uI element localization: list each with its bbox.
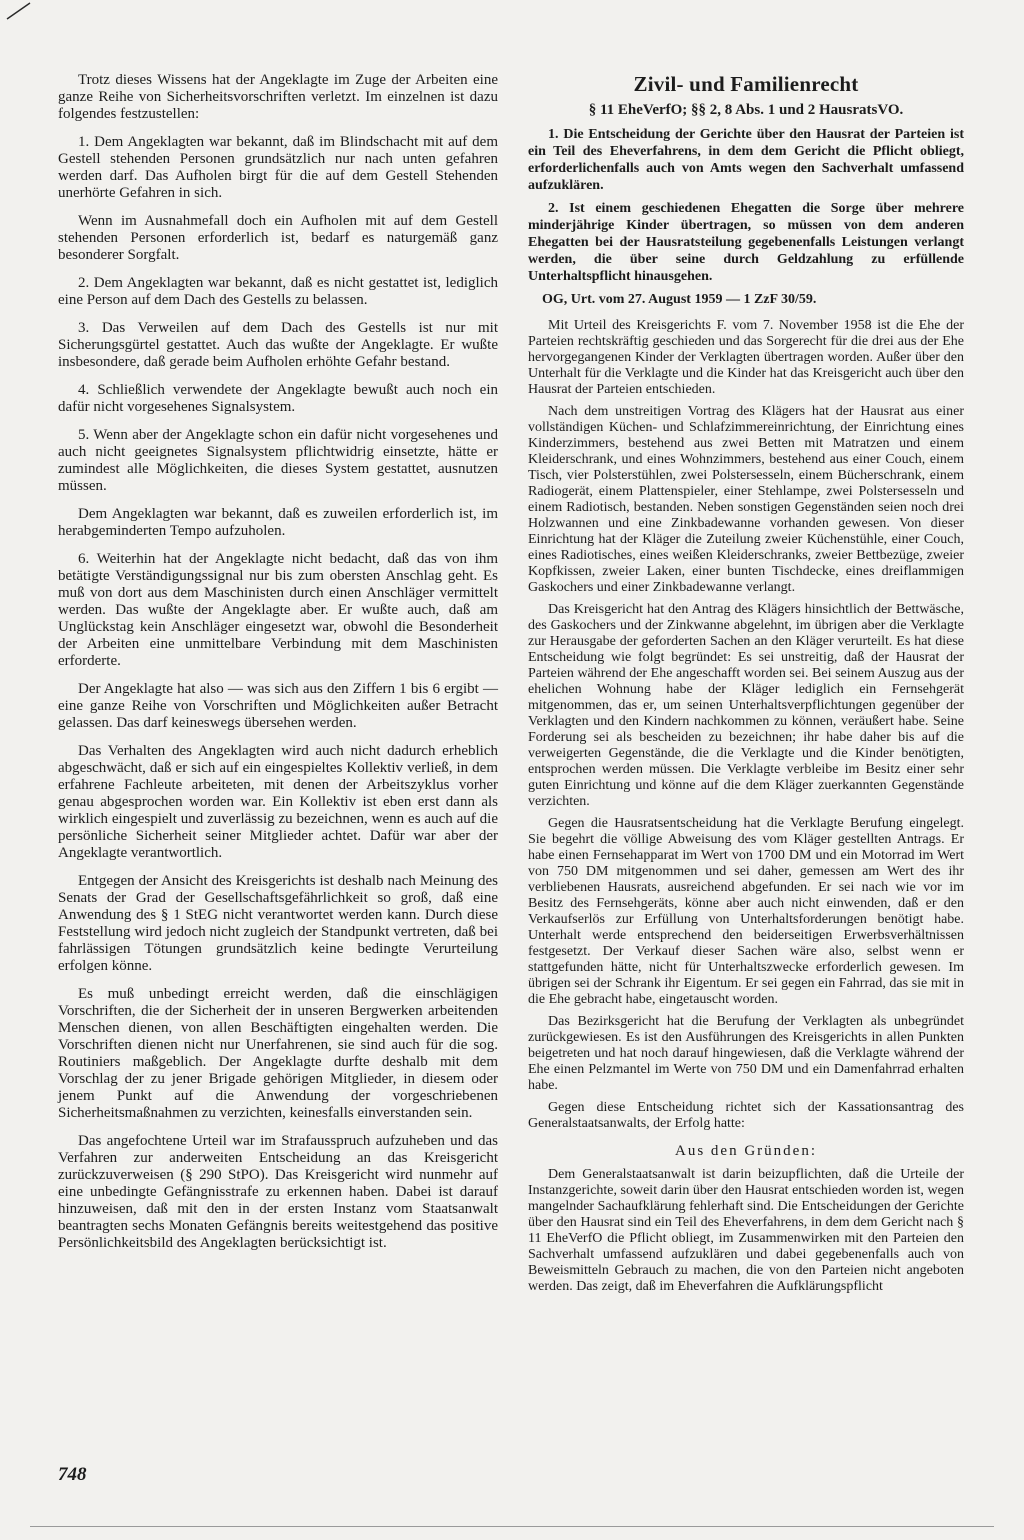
left-paragraph: 4. Schließlich verwendete der Angeklagte bewußt auch noch ein dafür nicht vorgesehenes Signalsystem. bbox=[58, 382, 498, 415]
right-paragraph: Das Bezirksgericht hat die Berufung der Verklagten als unbegründet zurückgewiesen. Es ist den Ausführungen des Kreisgerichts in allen Punkten beigetreten und hat noch darauf hingewiesen, daß die Verklagte während der Ehe einen Pelzmantel im Werte von 750 DM und ein Damenfahrrad erhalten habe. bbox=[528, 1014, 964, 1093]
right-paragraph: Gegen diese Entscheidung richtet sich der Kassationsantrag des Generalstaatsanwalts, der Erfolg hatte: bbox=[528, 1100, 964, 1131]
left-column bbox=[58, 72, 498, 1263]
left-paragraph: Das angefochtene Urteil war im Strafausspruch aufzuheben und das Verfahren zur anderweiten Entscheidung an das Kreisgericht zurückzuverweisen (§ 290 StPO). Das Kreisgericht wird nunmehr auf eine unbedingte Gefängnisstrafe zu erkennen haben. Dabei ist darauf hinzuweisen, daß mit den in der ersten Instanz vom Staatsanwalt beantragten sechs Monaten Gefängnis bereits weitestgehend das positive Persönlichkeitsbild des Angeklagten berücksichtigt ist. bbox=[58, 1133, 498, 1251]
bottom-rule bbox=[30, 1526, 994, 1527]
section-title: Zivil- und Familienrecht bbox=[633, 72, 859, 96]
right-paragraph: Das Kreisgericht hat den Antrag des Klägers hinsichtlich der Bettwäsche, des Gaskochers und der Zinkwanne abgelehnt, im übrigen aber die Verklagte zur Herausgabe der geforderten Sachen an den Kläger verurteilt. Es hat diese Entscheidung wie folgt begründet: Es sei unstreitig, daß der Hausrat der Parteien während der Ehe angeschafft worden sei. Bei seinem Auszug aus der ehelichen Wohnung habe der Kläger lediglich ein Fernsehgerät mitgenommen, das er, um seinen Unterhaltsverpflichtungen gegenüber der Verklagten und den Kindern nachkommen zu können, veräußert habe. Seine Forderung sei als bescheiden zu bezeichnen; ihr habe daher bis auf die verweigerten Gegenstände, die die Verklagte und die Kinder benötigten, entsprochen werden müssen. Die Verklagte verbleibe im Besitz einer sehr guten Einrichtung und könne auf die dem Kläger zuerkannten Gegenstände verzichten. bbox=[528, 602, 964, 809]
right-paragraph: Gegen die Hausratsentscheidung hat die Verklagte Berufung eingelegt. Sie begehrt die völlige Abweisung des vom Kläger gestellten Antrags. Er habe einen Fernsehapparat im Wert von 1700 DM und ein Motorrad im Wert von 750 DM mitgenommen und sei daher, gemessen am Wert des ihr verbliebenen Hausrats, ausreichend abgefunden. Er sei nach wie vor im Besitz des Fernsehgeräts, könne aber auch nicht einwenden, daß er den Verkaufserlös zur Erfüllung von Unterhaltsforderungen benötigt habe. Unterhalt werde entsprechend den beiderseitigen Erwerbsverhältnissen festgesetzt. Der Verkauf dieser Sachen wäre also, selbst wenn er stattgefunden hätte, nicht für Unterhaltszwecke erforderlich gewesen. Im übrigen sei der Schrank ihr Eigentum. Er sei gegen ein Fahrrad, das sie mit in die Ehe gebracht habe, eingetauscht worden. bbox=[528, 816, 964, 1007]
decision-citation: OG, Urt. vom 27. August 1959 — 1 ZzF 30/59. bbox=[542, 292, 817, 307]
left-paragraph: 1. Dem Angeklagten war bekannt, daß im Blindschacht mit auf dem Gestell stehenden Personen grundsätzlich nur nach unten gefahren werden darf. Das Aufholen birgt für die auf dem Gestell Stehenden unerhörte Gefahren in sich. bbox=[58, 134, 498, 201]
right-column bbox=[528, 72, 964, 1301]
reasons-heading: Aus den Gründen: bbox=[675, 1143, 817, 1159]
law-reference: § 11 EheVerfO; §§ 2, 8 Abs. 1 und 2 HausratsVO. bbox=[588, 102, 904, 118]
left-paragraph: 6. Weiterhin hat der Angeklagte nicht bedacht, daß das von ihm betätigte Verständigungssignal nur bis zum obersten Anschlag geht. Es muß von dort aus dem Maschinisten durch einen Anschläger vermittelt werden. Das wußte der Angeklagte aber. Er wußte auch, daß am Unglückstag kein Anschläger eingesetzt war, obwohl die Besonderheit der Arbeiten eine unmittelbare Verbindung mit dem Maschinisten erforderte. bbox=[58, 551, 498, 669]
headnote: 1. Die Entscheidung der Gerichte über den Hausrat der Parteien ist ein Teil des Eheverfahrens, in dem dem Gericht die Pflicht obliegt, erforderlichenfalls auch von Amts wegen den Sachverhalt umfassend aufzuklären. bbox=[528, 127, 964, 193]
left-paragraph: 3. Das Verweilen auf dem Dach des Gestells ist nur mit Sicherungsgürtel gestattet. Auch das wußte der Angeklagte. Er wußte insbesondere, daß gerade beim Aufholen erhöhte Gefahr bestand. bbox=[58, 320, 498, 370]
left-paragraph: Dem Angeklagten war bekannt, daß es zuweilen erforderlich ist, im herabgeminderten Tempo aufzuholen. bbox=[58, 506, 498, 539]
left-paragraph: 5. Wenn aber der Angeklagte schon ein dafür nicht vorgesehenes und auch nicht geeignetes Signalsystem pflichtwidrig einsetzte, hätte er zumindest alle Möglichkeiten, die dieses System gestattet, ausnutzen müssen. bbox=[58, 427, 498, 494]
left-paragraph: 2. Dem Angeklagten war bekannt, daß es nicht gestattet ist, lediglich eine Person auf dem Dach des Gestells zu belassen. bbox=[58, 275, 498, 308]
left-paragraph: Wenn im Ausnahmefall doch ein Aufholen mit auf dem Gestell stehenden Personen erforderlich ist, bedarf es naturgemäß ganz besonderer Sorgfalt. bbox=[58, 213, 498, 263]
reasons-paragraph: Dem Generalstaatsanwalt ist darin beizupflichten, daß die Urteile der Instanzgerichte, soweit darin über den Hausrat entschieden worden ist, wegen mangelnder Sachaufklärung fehlerhaft sind. Die Entscheidungen der Gerichte über den Hausrat sind ein Teil des Eheverfahrens, in dem dem Gericht nach § 11 EheVerfO die Pflicht obliegt, im Zusammenwirken mit den Parteien den Sachverhalt umfassend aufzuklären und dabei gegebenenfalls auch von Beweismitteln Gebrauch zu machen, die von den Parteien nicht angeboten werden. Das zeigt, daß im Eheverfahren die Aufklärungspflicht bbox=[528, 1167, 964, 1294]
right-paragraph: Mit Urteil des Kreisgerichts F. vom 7. November 1958 ist die Ehe der Parteien rechtskräftig geschieden und das Sorgerecht für die drei aus der Ehe hervorgegangenen Kinder der Verklagten übertragen worden. Außer über den Unterhalt für die Verklagte und die Kinder hat das Kreisgericht auch über den Hausrat der Parteien entschieden. bbox=[528, 318, 964, 397]
left-paragraph: Der Angeklagte hat also — was sich aus den Ziffern 1 bis 6 ergibt — eine ganze Reihe von Vorschriften und Möglichkeiten außer Betracht gelassen. Das darf keineswegs übersehen werden. bbox=[58, 681, 498, 731]
left-paragraph: Es muß unbedingt erreicht werden, daß die einschlägigen Vorschriften, die der Sicherheit der in unseren Bergwerken arbeitenden Menschen dienen, von allen Beschäftigten eingehalten werden. Die Vorschriften dienen nicht nur Unerfahrenen, sie sind auch für die sog. Routiniers maßgeblich. Der Angeklagte durfte deshalb mit dem Vorschlag der zu jener Brigade gehörigen Mitglieder, in diesem oder jenem Punkt auf die Anwendung der vorgeschriebenen Sicherheitsmaßnahmen zu verzichten, keinesfalls einverstanden sein. bbox=[58, 986, 498, 1121]
corner-pen-mark bbox=[6, 2, 32, 20]
right-paragraph: Nach dem unstreitigen Vortrag des Klägers hat der Hausrat aus einer vollständigen Küchen- und Schlafzimmereinrichtung, der Einrichtung eines Kinderzimmers, bestehend aus zwei Betten mit Matratzen und einem Kleiderschrank, und eines Wohnzimmers, bestehend aus einer Couch, einem Tisch, vier Polsterstühlen, zwei Polstersesseln, einem Bücherschrank, einem Radiogerät, einem Plattenspieler, einer Stehlampe, zwei Polstersesseln und einem Radiotisch, bestanden. Neben sonstigen Gegenständen seien noch drei Holzwannen und eine Zinkbadewanne vorhanden gewesen. Von dieser Einrichtung hat der Kläger die Zuteilung zweier Küchenstühle, einer Couch, eines Radiotisches, eines weißen Kleiderschranks, zweier Bettbezüge, zweier Kopfkissen, zweier Laken, einer bunten Tischdecke, eines dreiflammigen Gaskochers und einer Zinkbadewanne verlangt. bbox=[528, 404, 964, 595]
left-paragraph: Das Verhalten des Angeklagten wird auch nicht dadurch erheblich abgeschwächt, daß er sich auf ein eingespieltes Kollektiv verließ, in dem erfahrene Fachleute arbeiteten, mit denen der Arbeitszyklus vorher genau abgesprochen worden war. Ein Kollektiv ist eben erst dann als wirklich eingespielt und zuverlässig zu bezeichnen, wenn es auch auf die persönliche Sicherheit seiner Mitglieder achtet. Dafür war aber der Angeklagte verantwortlich. bbox=[58, 743, 498, 861]
headnote: 2. Ist einem geschiedenen Ehegatten die Sorge über mehrere minderjährige Kinder übertragen, so müssen von dem anderen Ehegatten bei der Hausratsteilung gegebenenfalls Leistungen verlangt werden, die über seine durch Geldzahlung zu erfüllende Unterhaltspflicht hinausgehen. bbox=[528, 201, 964, 284]
left-paragraph: Entgegen der Ansicht des Kreisgerichts ist deshalb nach Meinung des Senats der Grad der Gesellschaftsgefährlichkeit so groß, daß eine Anwendung des § 1 StEG nicht verantwortet werden kann. Durch diese Feststellung wird jedoch nicht zugleich der Standpunkt vertreten, daß bei fahrlässigen Tötungen grundsätzlich keine bedingte Verurteilung erfolgen könne. bbox=[58, 873, 498, 974]
left-paragraph: Trotz dieses Wissens hat der Angeklagte im Zuge der Arbeiten eine ganze Reihe von Sicherheitsvorschriften verletzt. Im einzelnen ist dazu folgendes festzustellen: bbox=[58, 72, 498, 122]
page-number: 748 bbox=[58, 1464, 87, 1485]
